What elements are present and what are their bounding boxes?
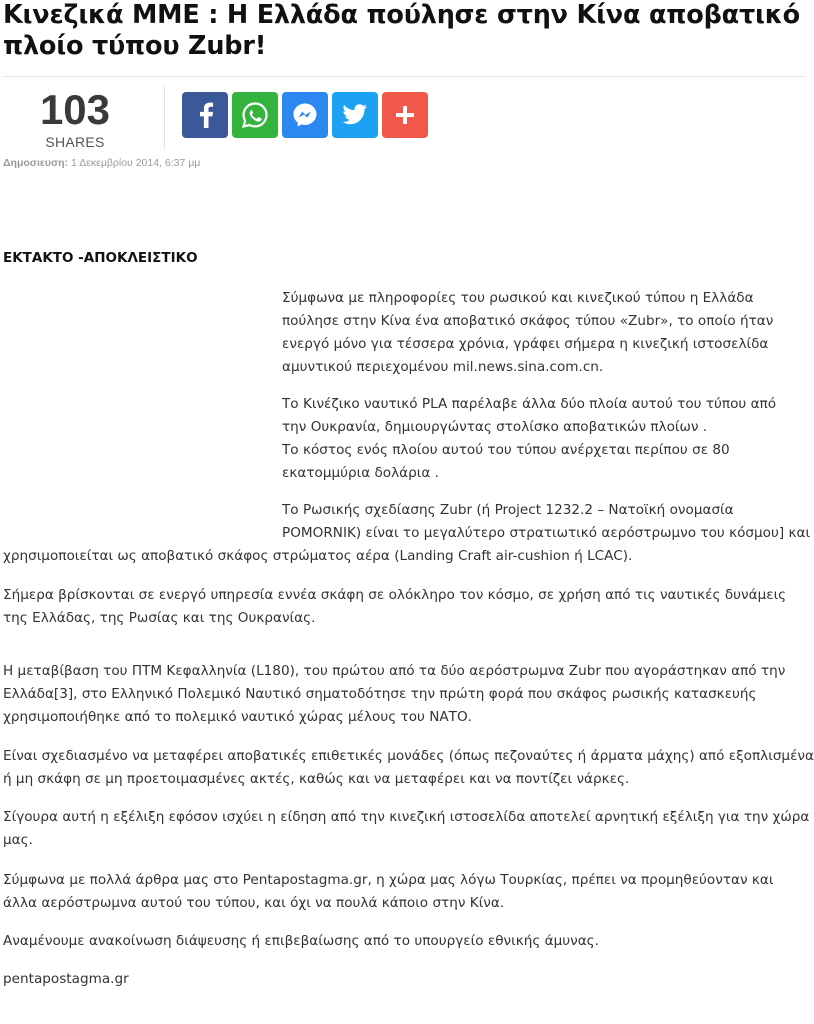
share-buttons — [182, 92, 428, 138]
paragraph-line: Το Ρωσικής σχεδίασης Zubr (ή Project 1232.2 – Νατοϊκή ονομασία — [282, 502, 734, 518]
title-divider — [3, 76, 805, 77]
paragraph-line: Ελλάδα[3], στο Ελληνικό Πολεμικό Ναυτικό σηματοδότησε την πρώτη φορά που σκάφος ρωσικής κατασκευής — [3, 686, 757, 702]
article-paragraph — [282, 287, 773, 379]
twitter-share-button[interactable] — [332, 92, 378, 138]
paragraph-line: ενεργό μόνο για τέσσερα χρόνια, γράφει σήμερα η κινεζική ιστοσελίδα — [282, 336, 769, 352]
paragraph-line: άλλα αερόστρωμνα αυτού του τύπου, και όχι να πουλά κάποιο στην Κίνα. — [3, 895, 505, 911]
paragraph-line: αμυντικού περιεχομένου mil.news.sina.com.cn. — [282, 359, 604, 375]
source-link[interactable]: pentapostagma.gr — [3, 971, 129, 987]
whatsapp-share-button[interactable] — [232, 92, 278, 138]
whatsapp-icon — [241, 101, 269, 129]
article-paragraph — [3, 745, 814, 791]
twitter-icon — [342, 104, 368, 126]
share-count: 103 — [39, 86, 111, 133]
article-paragraph — [3, 930, 599, 953]
article-paragraph — [282, 393, 776, 485]
paragraph-line: την Ουκρανία, δημιουργώντας στολίσκο αποβατικών πλοίων . — [282, 419, 708, 435]
paragraph-line: Σήμερα βρίσκονται σε ενεργό υπηρεσία εννέα σκάφη σε ολόκληρο τον κόσμο, σε χρήση από τις ναυτικές δυνάμεις — [3, 587, 787, 603]
more-share-button[interactable] — [382, 92, 428, 138]
paragraph-line: Σίγουρα αυτή η εξέλιξη εφόσον ισχύει η είδηση από την κινεζική ιστοσελίδα αποτελεί αρνητική εξέλιξη για την χώρα — [3, 809, 810, 825]
paragraph-line: χρησιμοποιήθηκε από το πολεμικό ναυτικό χώρας μέλους του ΝΑΤΟ. — [3, 709, 472, 725]
article-title-line: πλοίο τύπου Zubr! — [3, 31, 267, 61]
paragraph-line: Σύμφωνα με πληροφορίες του ρωσικού και κινεζικού τύπου η Ελλάδα — [282, 290, 754, 306]
paragraph-line: πούλησε στην Κίνα ένα αποβατικό σκάφος τύπου «Zubr», το οποίο ήταν — [282, 313, 774, 329]
article-paragraph — [3, 660, 785, 729]
facebook-share-button[interactable] — [182, 92, 228, 138]
paragraph-line: POMORNIK) είναι το μεγαλύτερο στρατιωτικό αερόστρωμνο του κόσμου] και — [282, 525, 811, 541]
paragraph-line: Είναι σχεδιασμένο να μεταφέρει αποβατικές επιθετικές μονάδες (όπως πεζοναύτες ή άρματα μάχης) από εξοπλισμένα — [3, 748, 814, 764]
article-kicker: ΕΚΤΑΚΤΟ -ΑΠΟΚΛΕΙΣΤΙΚΟ — [3, 250, 198, 266]
paragraph-line: Το Κινέζικο ναυτικό PLA παρέλαβε άλλα δύο πλοία αυτού του τύπου από — [282, 396, 777, 412]
article-paragraph — [3, 869, 773, 915]
article-paragraph — [3, 806, 809, 852]
publish-label: Δημοσιευση: — [3, 157, 69, 169]
paragraph-line: μας. — [3, 832, 33, 848]
publish-date: 1 Δεκεμβρίου 2014, 6:37 μμ — [71, 157, 201, 169]
paragraph-line: ή μη σκάφη σε μη προετοιμασμένες ακτές, καθώς και να μεταφέρει και να ποντίζει νάρκες. — [3, 771, 630, 787]
facebook-icon — [194, 102, 216, 128]
article-paragraph — [3, 584, 786, 630]
article-paragraph — [3, 499, 810, 568]
paragraph-line: Το κόστος ενός πλοίου αυτού του τύπου ανέρχεται περίπου σε 80 — [282, 442, 730, 458]
plus-icon — [394, 104, 416, 126]
messenger-share-button[interactable] — [282, 92, 328, 138]
paragraph-line: Αναμένουμε ανακοίνωση διάψευσης ή επιβεβαίωσης από το υπουργείο εθνικής άμυνας. — [3, 933, 599, 949]
paragraph-line: Σύμφωνα με πολλά άρθρα μας στο Pentapostagma.gr, η χώρα μας λόγω Τουρκίας, πρέπει να προμηθεύονταν και — [3, 872, 774, 888]
article-title-line: Κινεζικά ΜΜΕ : Η Ελλάδα πούλησε στην Κίνα αποβατικό — [3, 0, 800, 30]
paragraph-line: χρησιμοποιείται ως αποβατικό σκάφος στρώματος αέρα (Landing Craft air-cushion ή LCAC). — [3, 548, 633, 564]
messenger-icon — [291, 101, 319, 129]
paragraph-line: Η μεταβίβαση του ΠΤΜ Κεφαλληνία (L180), του πρώτου από τα δύο αερόστρωμνα Zubr που αγοράστηκαν από την — [3, 663, 786, 679]
share-counter — [34, 88, 116, 150]
publish-info — [3, 157, 200, 169]
share-divider — [164, 86, 165, 149]
paragraph-line: της Ελλάδας, της Ρωσίας και της Ουκρανίας. — [3, 610, 316, 626]
article-source — [3, 968, 129, 991]
share-count-label: SHARES — [45, 134, 105, 150]
paragraph-line: εκατομμύρια δολάρια . — [282, 465, 439, 481]
article-title — [3, 0, 803, 62]
